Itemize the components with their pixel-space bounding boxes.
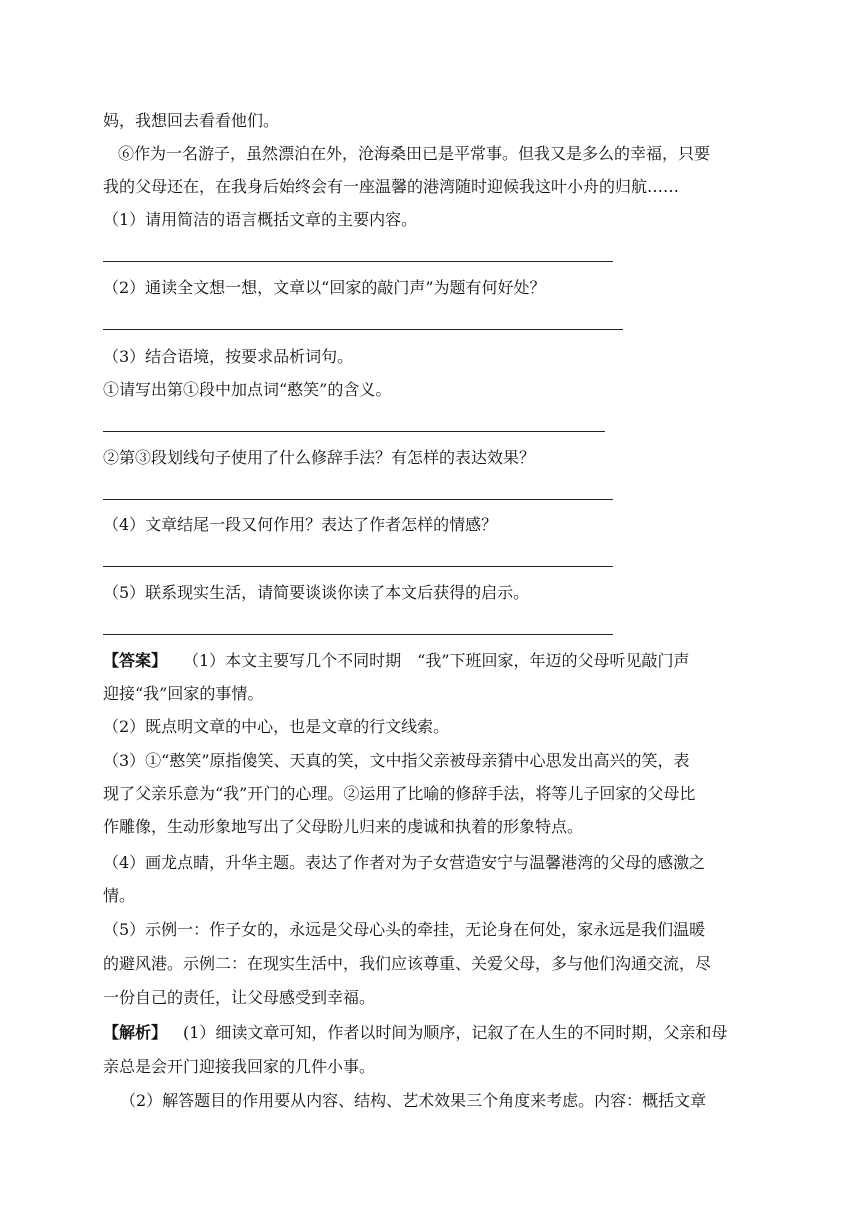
answer-5-line: 一份自己的责任，让父母感受到幸福。 (103, 988, 376, 1007)
answer-blank-line (103, 261, 613, 262)
analysis-1-line: 亲总是会开门迎接我回家的几件小事。 (103, 1057, 376, 1076)
answer-3-line: 作雕像，生动形象地写出了父母盼儿归来的虔诚和执着的形象特点。 (103, 817, 584, 836)
analysis-tag: 【解析】 (103, 1023, 168, 1042)
passage-paragraph-6-line: ⑥作为一名游子，虽然漂泊在外，沧海桑田已是平常事。但我又是多么的幸福，只要 (118, 144, 711, 163)
answer-1-line: （1）本文主要写几个不同时期 “我”下班回家，年迈的父母听见敲门声 (183, 651, 690, 670)
question-1: （1）请用简洁的语言概括文章的主要内容。 (103, 210, 418, 229)
answer-blank-line (103, 634, 613, 635)
answer-blank-line (103, 329, 623, 330)
analysis-2-line: （2）解答题目的作用要从内容、结构、艺术效果三个角度来考虑。内容：概括文章 (120, 1091, 707, 1110)
answer-tag: 【答案】 (103, 651, 168, 670)
answer-blank-line (103, 566, 613, 567)
answer-4-line: （4）画龙点睛，升华主题。表达了作者对为子女营造安宁与温馨港湾的父母的感激之 (103, 853, 706, 872)
answer-4-line: 情。 (103, 886, 136, 905)
answer-5-line: 的避风港。示例二：在现实生活中，我们应该尊重、关爱父母，多与他们沟通交流，尽 (103, 954, 712, 973)
question-4: （4）文章结尾一段又何作用？表达了作者怎样的情感？ (103, 515, 498, 534)
question-3-sub-1: ①请写出第①段中加点词“憨笑”的含义。 (103, 380, 392, 399)
passage-paragraph-6-line: 我的父母还在，在我身后始终会有一座温馨的港湾随时迎候我这叶小舟的归航…… (103, 177, 680, 196)
question-3-sub-2: ②第③段划线句子使用了什么修辞手法？有怎样的表达效果？ (103, 448, 536, 467)
answer-3-line: （3）①“憨笑”原指傻笑、天真的笑，文中指父亲被母亲猜中心思发出高兴的笑，表 (103, 751, 690, 770)
question-2: （2）通读全文想一想，文章以“回家的敲门声”为题有何好处？ (103, 278, 546, 297)
answer-blank-line (103, 499, 613, 500)
question-3: （3）结合语境，按要求品析词句。 (103, 347, 354, 366)
question-5: （5）联系现实生活，请简要谈谈你读了本文后获得的启示。 (103, 583, 530, 602)
answer-blank-line (103, 431, 605, 432)
answer-2: （2）既点明文章的中心，也是文章的行文线索。 (103, 717, 450, 736)
answer-3-line: 现了父亲乐意为“我”开门的心理。②运用了比喻的修辞手法，将等儿子回家的父母比 (103, 784, 696, 803)
answer-5-line: （5）示例一：作子女的，永远是父母心头的牵挂，无论身在何处，家永远是我们温暖 (103, 920, 706, 939)
answer-1-line: 迎接“我”回家的事情。 (103, 684, 264, 703)
passage-line: 妈，我想回去看看他们。 (103, 111, 280, 130)
analysis-1-line: (1）细读文章可知，作者以时间为顺序，记叙了在人生的不同时期，父亲和母 (183, 1023, 728, 1042)
